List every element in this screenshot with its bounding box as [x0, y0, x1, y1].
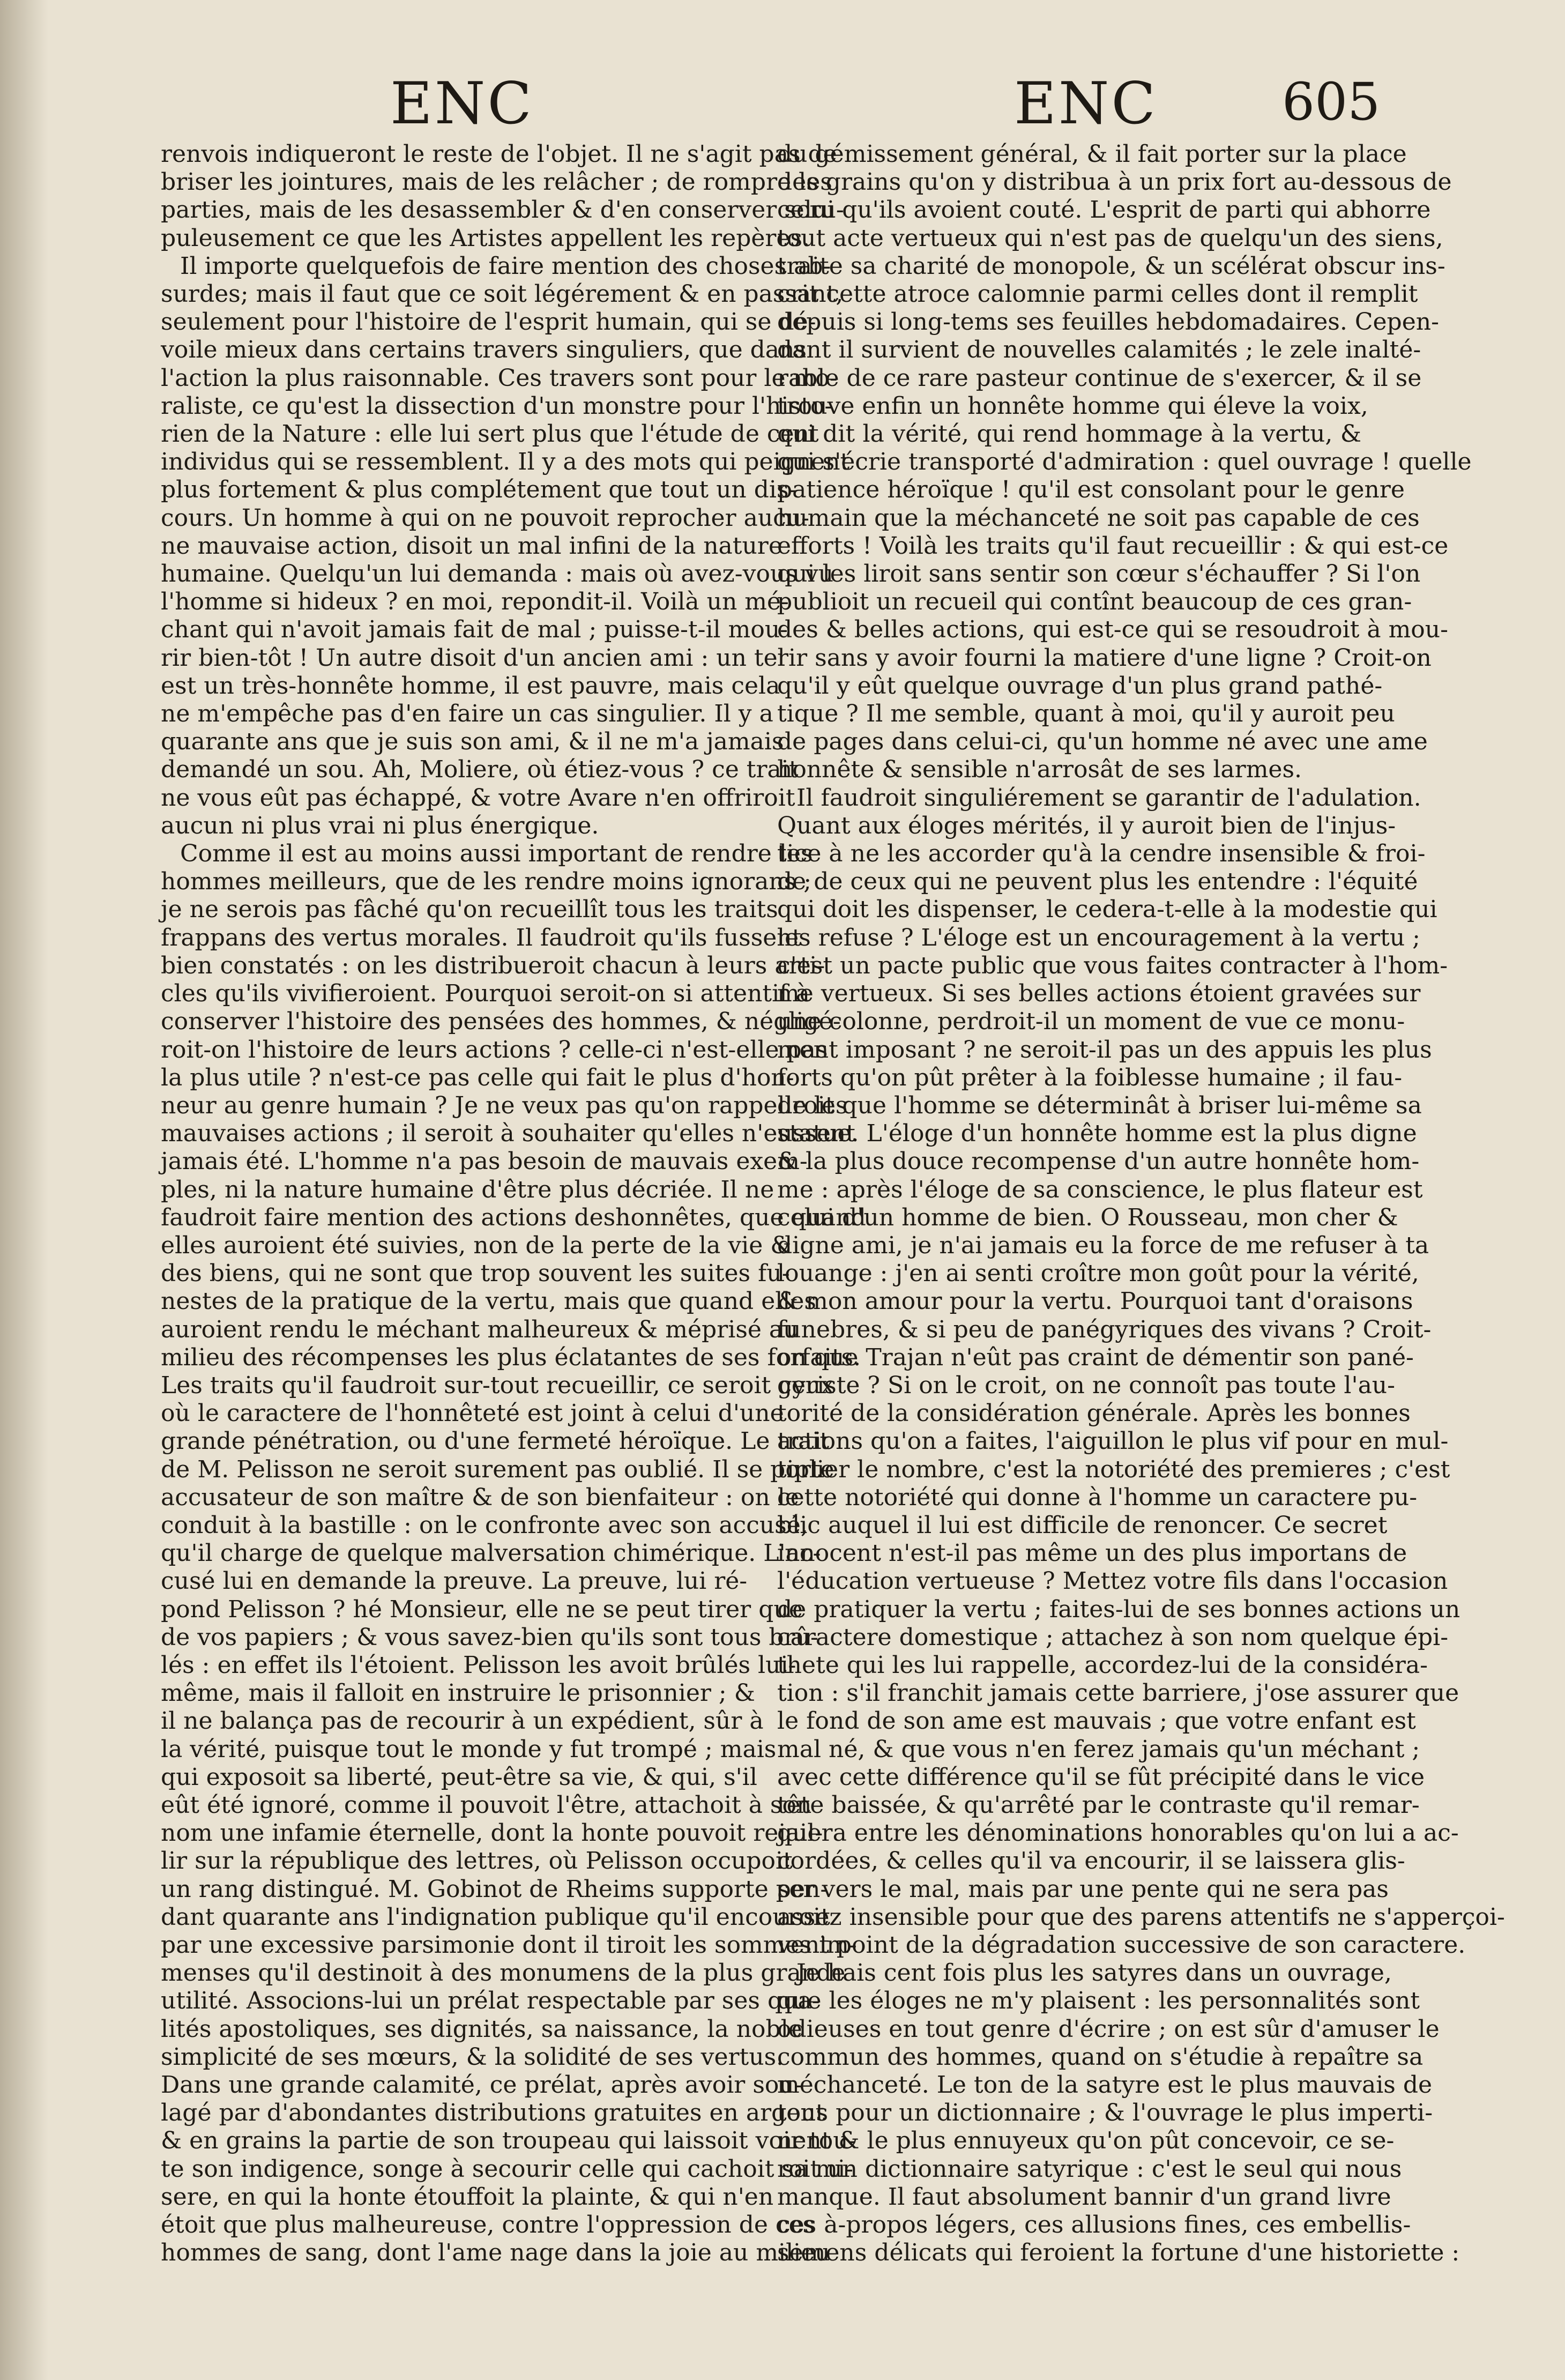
text-line: accusateur de son maître & de son bienfaiteur : on le [161, 1483, 799, 1511]
text-line: voile mieux dans certains travers singuliers, que dans [161, 336, 807, 364]
text-line: rable de ce rare pasteur continue de s'exercer, & il se [777, 364, 1422, 392]
text-line: de vos papiers ; & vous savez-bien qu'ils sont tous brû- [161, 1623, 818, 1651]
text-line: que les éloges ne m'y plaisent : les personnalités sont [777, 1987, 1420, 2015]
text-line: quarante ans que je suis son ami, & il ne m'a jamais [161, 728, 784, 756]
text-line: du gémissement général, & il fait porter sur la place [777, 140, 1407, 168]
text-line: digne ami, je n'ai jamais eu la force de me refuser à ta [777, 1231, 1429, 1259]
text-line: ne vous eût pas échappé, & votre Avare n'en offriroit [161, 784, 795, 812]
text-line: pond Pelisson ? hé Monsieur, elle ne se peut tirer que [161, 1595, 803, 1623]
text-line: ces à-propos légers, ces allusions fines, ces embellis- [777, 2211, 1411, 2239]
text-line: simplicité de ses mœurs, & la solidité de ses vertus. [161, 2043, 784, 2071]
text-line: jamais été. L'homme n'a pas besoin de mauvais exem- [161, 1148, 808, 1176]
text-line: grande pénétration, ou d'une fermeté héroïque. Le trait [161, 1427, 830, 1455]
text-line: Dans une grande calamité, ce prélat, après avoir sou- [161, 2071, 802, 2099]
text-line: plus fortement & plus complétement que tout un dis- [161, 476, 797, 504]
text-line: auroient rendu le méchant malheureux & méprisé au [161, 1315, 799, 1343]
text-line: conserver l'histoire des pensées des hommes, & négligé- [161, 1008, 841, 1036]
text-line: des biens, qui ne sont que trop souvent les suites fu- [161, 1260, 790, 1288]
text-line: rien de la Nature : elle lui sert plus que l'étude de cent [161, 420, 819, 448]
text-line: c'est un pacte public que vous faites contracter à l'hom- [777, 951, 1448, 979]
text-line: tiplier le nombre, c'est la notoriété des premieres ; c'est [777, 1455, 1450, 1483]
text-line: le fond de son ame est mauvais ; que votre enfant est [777, 1707, 1416, 1735]
text-line: torité de la considération générale. Après les bonnes [777, 1400, 1411, 1427]
text-line: dant quarante ans l'indignation publique qu'il encouroit [161, 1903, 830, 1931]
text-line: neur au genre humain ? Je ne veux pas qu'on rappelle les [161, 1091, 848, 1119]
text-line: nom une infamie éternelle, dont la honte pouvoit rejail- [161, 1819, 823, 1847]
text-line: utilité. Associons-lui un prélat respectable par ses qua- [161, 1987, 820, 2015]
text-line: efforts ! Voilà les traits qu'il faut recueillir : & qui est-ce [777, 532, 1449, 560]
text-line: hommes meilleurs, que de les rendre moins ignorans ; [161, 868, 812, 896]
text-line: traite sa charité de monopole, & un scélérat obscur ins- [777, 252, 1445, 280]
text-line: cordées, & celles qu'il va encourir, il se laissera glis- [777, 1847, 1405, 1875]
text-line: celui qu'ils avoient couté. L'esprit de parti qui abhorre [777, 196, 1431, 224]
text-line: innocent n'est-il pas même un des plus importans de [777, 1539, 1407, 1567]
text-line: honnête & sensible n'arrosât de ses larmes. [777, 756, 1302, 784]
text-line: de pratiquer la vertu ; faites-lui de ses bonnes actions un [777, 1595, 1460, 1623]
text-line: est un très-honnête homme, il est pauvre, mais cela [161, 672, 780, 700]
text-line: nestes de la pratique de la vertu, mais que quand elles [161, 1288, 816, 1315]
text-line: commun des hommes, quand on s'étudie à repaître sa [777, 2043, 1424, 2071]
text-line: raliste, ce qu'est la dissection d'un monstre pour l'histo- [161, 392, 833, 420]
text-line: tion : s'il franchit jamais cette barriere, j'ose assurer que [777, 1679, 1459, 1707]
text-line: cette notoriété qui donne à l'homme un caractere pu- [777, 1483, 1418, 1511]
text-line: mal né, & que vous n'en ferez jamais qu'un méchant ; [777, 1735, 1420, 1763]
text-line: je ne serois pas fâché qu'on recueillît tous les traits [161, 896, 778, 924]
text-line: qui les liroit sans sentir son cœur s'échauffer ? Si l'on [777, 560, 1421, 588]
text-line: tous pour un dictionnaire ; & l'ouvrage le plus imperti- [777, 2099, 1433, 2127]
text-line: mauvaises actions ; il seroit à souhaiter qu'elles n'eussent [161, 1120, 855, 1148]
text-line: tice à ne les accorder qu'à la cendre insensible & froi- [777, 840, 1426, 868]
text-line: des grains qu'on y distribua à un prix fort au-dessous de [777, 168, 1452, 196]
text-line: la plus utile ? n'est-ce pas celle qui fait le plus d'hon- [161, 1063, 794, 1091]
text-line: demandé un sou. Ah, Moliere, où étiez-vous ? ce trait [161, 756, 799, 784]
text-line: par une excessive parsimonie dont il tiroit les sommes im- [161, 1931, 857, 1959]
text-line: celui d'un homme de bien. O Rousseau, mon cher & [777, 1203, 1398, 1231]
text-line: l'éducation vertueuse ? Mettez votre fils dans l'occasion [777, 1567, 1448, 1595]
text-line: briser les jointures, mais de les relâcher ; de rompre les [161, 168, 832, 196]
text-line: conduit à la bastille : on le confronte avec son accusé, [161, 1511, 808, 1539]
text-line: un rang distingué. M. Gobinot de Rheims supporte pen- [161, 1875, 829, 1903]
text-line: frappans des vertus morales. Il faudroit qu'ils fussent [161, 924, 802, 951]
text-line: méchanceté. Le ton de la satyre est le plus mauvais de [777, 2071, 1433, 2099]
text-line: & en grains la partie de son troupeau qui laissoit voir tou- [161, 2127, 856, 2155]
text-line: lir sur la république des lettres, où Pelisson occupoit [161, 1847, 793, 1875]
text-line: gyriste ? Si on le croit, on ne connoît pas toute l'au- [777, 1371, 1396, 1399]
text-line: & mon amour pour la vertu. Pourquoi tant d'oraisons [777, 1288, 1413, 1315]
text-line: aucun ni plus vrai ni plus énergique. [161, 812, 599, 839]
text-line: roit-on l'histoire de leurs actions ? celle-ci n'est-elle pas [161, 1036, 828, 1063]
text-line: me : après l'éloge de sa conscience, le plus flateur est [777, 1176, 1423, 1203]
text-line: qui doit les dispenser, le cedera-t-elle à la modestie qui [777, 896, 1437, 924]
text-line: qui s'écrie transporté d'admiration : quel ouvrage ! quelle [777, 448, 1472, 476]
text-line: tout acte vertueux qui n'est pas de quelqu'un des siens, [777, 224, 1443, 252]
text-line: qui exposoit sa liberté, peut-être sa vie, & qui, s'il [161, 1763, 757, 1791]
text-line: de de ceux qui ne peuvent plus les entendre : l'équité [777, 868, 1418, 896]
text-line: sere, en qui la honte étouffoit la plainte, & qui n'en [161, 2183, 774, 2211]
text-line: caractere domestique ; attachez à son nom quelque épi- [777, 1623, 1449, 1651]
text-line: patience héroïque ! qu'il est consolant pour le genre [777, 476, 1405, 504]
text-line: humaine. Quelqu'un lui demanda : mais où avez-vous vu [161, 560, 834, 588]
gutter-shadow [0, 0, 48, 2380]
text-line: bien constatés : on les distribueroit chacun à leurs arti- [161, 951, 825, 979]
text-line: cusé lui en demande la preuve. La preuve, lui ré- [161, 1567, 748, 1595]
text-line: puleusement ce que les Artistes appellent les repères. [161, 224, 810, 252]
text-line: l'homme si hideux ? en moi, repondit-il. Voilà un mé- [161, 588, 789, 616]
text-line: menses qu'il destinoit à des monumens de la plus grande [161, 1959, 846, 1987]
text-line: Comme il est au moins aussi important de rendre les [180, 840, 813, 868]
text-line: individus qui se ressemblent. Il y a des mots qui peignent [161, 448, 850, 476]
text-line: qu'il y eût quelque ouvrage d'un plus grand pathé- [777, 672, 1383, 700]
text-line: Les traits qu'il faudroit sur-tout recueillir, ce seroit ceux [161, 1371, 834, 1399]
text-line: Il faudroit singuliérement se garantir de l'adulation. [796, 784, 1421, 812]
text-line: Quant aux éloges mérités, il y auroit bien de l'injus- [777, 812, 1396, 839]
text-line: roit un dictionnaire satyrique : c'est le seul qui nous [777, 2155, 1402, 2183]
text-line: quera entre les dénominations honorables qu'on lui a ac- [777, 1819, 1459, 1847]
text-line: elles auroient été suivies, non de la perte de la vie & [161, 1231, 792, 1259]
text-line: semens délicats qui feroient la fortune d'une historiette : [777, 2239, 1460, 2267]
text-line: thete qui les lui rappelle, accordez-lui de la considéra- [777, 1651, 1428, 1679]
text-line: tête baissée, & qu'arrêté par le contraste qu'il remar- [777, 1791, 1420, 1819]
text-line: Je hais cent fois plus les satyres dans un ouvrage, [796, 1959, 1392, 1987]
text-line: manque. Il faut absolument bannir d'un grand livre [777, 2183, 1391, 2211]
running-head-left: ENC [390, 70, 534, 137]
text-line: seulement pour l'histoire de l'esprit humain, qui se dé- [161, 308, 816, 336]
text-line: te son indigence, songe à secourir celle qui cachoit sa mi- [161, 2155, 853, 2183]
running-head-right: ENC [1014, 70, 1158, 137]
text-line: les refuse ? L'éloge est un encouragement à la vertu ; [777, 924, 1420, 951]
text-line: ser vers le mal, mais par une pente qui ne sera pas [777, 1875, 1389, 1903]
text-line: rir sans y avoir fourni la matiere d'une ligne ? Croit-on [777, 644, 1432, 672]
text-line: milieu des récompenses les plus éclatantes de ses forfaits. [161, 1343, 861, 1371]
text-line: eût été ignoré, comme il pouvoit l'être, attachoit à son [161, 1791, 812, 1819]
text-line: louange : j'en ai senti croître mon goût pour la vérité, [777, 1260, 1419, 1288]
text-line: me vertueux. Si ses belles actions étoient gravées sur [777, 980, 1421, 1008]
text-line: où le caractere de l'honnêteté est joint à celui d'une [161, 1400, 784, 1427]
text-line: funebres, & si peu de panégyriques des vivans ? Croit- [777, 1315, 1432, 1343]
text-line: humain que la méchanceté ne soit pas capable de ces [777, 504, 1420, 532]
text-line: une colonne, perdroit-il un moment de vue ce monu- [777, 1008, 1405, 1036]
text-line: rir bien-tôt ! Un autre disoit d'un ancien ami : un tel [161, 644, 785, 672]
text-line: crit cette atroce calomnie parmi celles dont il remplit [777, 280, 1418, 308]
text-line: hommes de sang, dont l'ame nage dans la joie au milieu [161, 2239, 830, 2267]
text-line: lagé par d'abondantes distributions gratuites en argent [161, 2099, 825, 2127]
text-line: de pages dans celui-ci, qu'un homme né avec une ame [777, 728, 1428, 756]
text-line: surdes; mais il faut que ce soit légérement & en passant, [161, 280, 844, 308]
text-line: vent point de la dégradation successive de son caractere. [777, 1931, 1466, 1959]
text-line: chant qui n'avoit jamais fait de mal ; puisse-t-il mou- [161, 616, 788, 644]
text-line: qu'il charge de quelque malversation chimérique. L'ac- [161, 1539, 821, 1567]
text-line: renvois indiqueront le reste de l'objet. Il ne s'agit pas de [161, 140, 837, 168]
text-line: odieuses en tout genre d'écrire ; on est sûr d'amuser le [777, 2015, 1440, 2043]
page-number: 605 [1282, 72, 1381, 132]
text-line: faudroit faire mention des actions deshonnêtes, que quand [161, 1203, 866, 1231]
text-line: de M. Pelisson ne seroit surement pas oublié. Il se porte [161, 1455, 834, 1483]
text-line: dant il survient de nouvelles calamités ; le zele inalté- [777, 336, 1421, 364]
text-line: la vérité, puisque tout le monde y fut trompé ; mais [161, 1735, 777, 1763]
text-line: statue. L'éloge d'un honnête homme est la plus digne [777, 1120, 1417, 1148]
text-line: parties, mais de les desassembler & d'en conserver scru- [161, 196, 844, 224]
text-line: lités apostoliques, ses dignités, sa naissance, la noble [161, 2015, 802, 2043]
text-column-right [777, 140, 1505, 2267]
text-line: étoit que plus malheureuse, contre l'oppression de ces [161, 2211, 815, 2239]
text-line: ne mauvaise action, disoit un mal infini de la nature [161, 532, 782, 560]
text-line: ples, ni la nature humaine d'être plus décriée. Il ne [161, 1176, 774, 1203]
text-line: avec cette différence qu'il se fût précipité dans le vice [777, 1763, 1425, 1791]
text-line: droit que l'homme se déterminât à briser lui-même sa [777, 1091, 1422, 1119]
text-line: on que Trajan n'eût pas craint de démentir son pané- [777, 1343, 1414, 1371]
text-line: cles qu'ils vivifieroient. Pourquoi seroit-on si attentif à [161, 980, 810, 1008]
text-line: lés : en effet ils l'étoient. Pelisson les avoit brûlés lui- [161, 1651, 796, 1679]
text-line: il ne balança pas de recourir à un expédient, sûr à [161, 1707, 764, 1735]
text-line: même, mais il falloit en instruire le prisonnier ; & [161, 1679, 755, 1707]
text-line: forts qu'on pût prêter à la foiblesse humaine ; il fau- [777, 1063, 1403, 1091]
text-line: ne m'empêche pas d'en faire un cas singulier. Il y a [161, 700, 773, 728]
text-column-left [161, 140, 866, 2267]
text-line: nent & le plus ennuyeux qu'on pût concevoir, ce se- [777, 2127, 1395, 2155]
text-line: qui dit la vérité, qui rend hommage à la vertu, & [777, 420, 1361, 448]
text-line: ment imposant ? ne seroit-il pas un des appuis les plus [777, 1036, 1432, 1063]
text-line: publioit un recueil qui contînt beaucoup de ces gran- [777, 588, 1412, 616]
text-line: Il importe quelquefois de faire mention des choses ab- [180, 252, 831, 280]
text-line: trouve enfin un honnête homme qui éleve la voix, [777, 392, 1368, 420]
text-line: des & belles actions, qui est-ce qui se resoudroit à mou- [777, 616, 1449, 644]
text-line: blic auquel il lui est difficile de renoncer. Ce secret [777, 1511, 1388, 1539]
text-line: l'action la plus raisonnable. Ces travers sont pour le mo- [161, 364, 838, 392]
text-line: actions qu'on a faites, l'aiguillon le plus vif pour en mul- [777, 1427, 1449, 1455]
text-line: tique ? Il me semble, quant à moi, qu'il y auroit peu [777, 700, 1395, 728]
text-line: depuis si long-tems ses feuilles hebdomadaires. Cepen- [777, 308, 1439, 336]
text-line: & la plus douce recompense d'un autre honnête hom- [777, 1148, 1420, 1176]
text-line: assez insensible pour que des parens attentifs ne s'apperçoi- [777, 1903, 1505, 1931]
text-line: cours. Un homme à qui on ne pouvoit reprocher aucu- [161, 504, 810, 532]
